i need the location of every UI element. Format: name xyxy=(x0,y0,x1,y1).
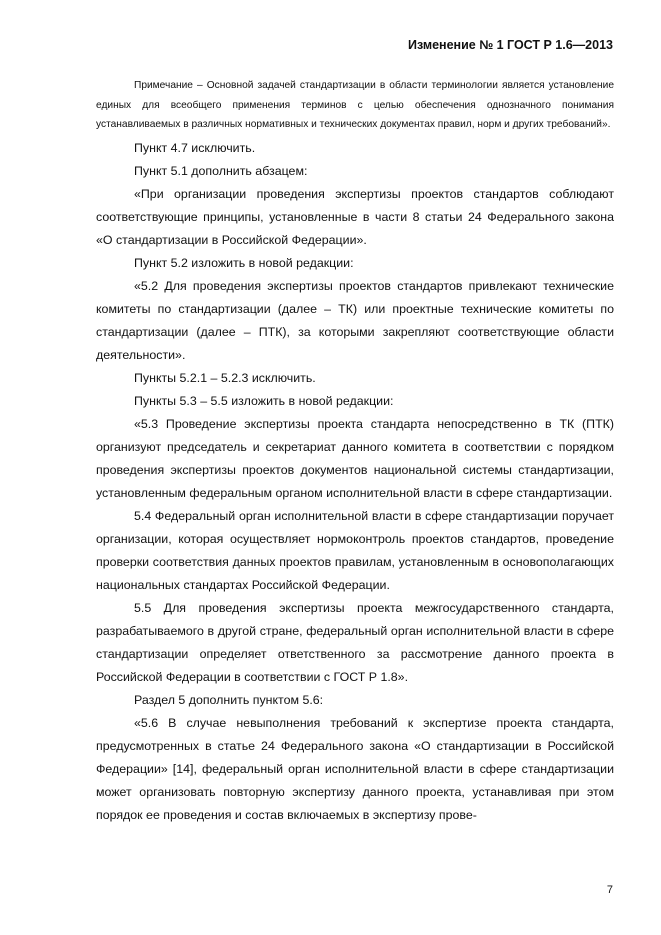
paragraph-12: «5.6 В случае невыполнения требований к экспертизе проекта стандарта, предусмотренных в статье 24 Федерального закона «О стандартизации в Российской Федерации» [14], федеральный орган исполнительной власти в сфере стандартизации может организовать повторную экспертизу данного проекта, устанавливая при этом порядок ее проведения и состав включаемых в экспертизу прове- xyxy=(96,715,614,822)
paragraph-8: «5.3 Проведение экспертизы проекта стандарта непосредственно в ТК (ПТК) организуют председатель и секретариат данного комитета в соответствии с порядком проведения экспертизы проектов документов национальной системы стандартизации, установленным федеральным органом исполнительной власти в сфере стандартизации. xyxy=(96,416,614,500)
note-paragraph: Примечание – Основной задачей стандартизации в области терминологии является установление единых для всеобщего применения терминов с целью обеспечения однозначного понимания устанавливаемых в различных нормативных и технических документах правил, норм и других требований». xyxy=(96,80,614,130)
paragraph-1: Пункт 4.7 исключить. xyxy=(134,140,256,155)
document-body xyxy=(96,76,614,827)
page-number: 7 xyxy=(606,884,613,896)
document-header: Изменение № 1 ГОСТ Р 1.6—2013 xyxy=(407,38,613,52)
paragraph-3: «При организации проведения экспертизы проектов стандартов соблюдают соответствующие принципы, установленные в части 8 статьи 24 Федерального закона «О стандартизации в Российской Федерации». xyxy=(96,186,614,247)
paragraph-4: Пункт 5.2 изложить в новой редакции: xyxy=(134,255,354,270)
paragraph-5: «5.2 Для проведения экспертизы проектов стандартов привлекают технические комитеты по стандартизации (далее – ТК) или проектные технические комитеты по стандартизации (далее – ПТК), за которыми закрепляют соответствующие области деятельности». xyxy=(96,278,614,362)
paragraph-2: Пункт 5.1 дополнить абзацем: xyxy=(134,163,308,178)
paragraph-7: Пункты 5.3 – 5.5 изложить в новой редакции: xyxy=(134,393,394,408)
paragraph-10: 5.5 Для проведения экспертизы проекта межгосударственного стандарта, разрабатываемого в другой стране, федеральный орган исполнительной власти в сфере стандартизации определяет ответственного за рассмотрение данного проекта в Российской Федерации в соответствии с ГОСТ Р 1.8». xyxy=(96,600,614,684)
paragraph-11: Раздел 5 дополнить пунктом 5.6: xyxy=(134,692,324,707)
paragraph-6: Пункты 5.2.1 – 5.2.3 исключить. xyxy=(134,370,316,385)
paragraph-9: 5.4 Федеральный орган исполнительной власти в сфере стандартизации поручает организации, которая осуществляет нормоконтроль проектов стандартов, проведение проверки соответствия данных проектов правилам, установленным в основополагающих национальных стандартах Российской Федерации. xyxy=(96,508,614,592)
